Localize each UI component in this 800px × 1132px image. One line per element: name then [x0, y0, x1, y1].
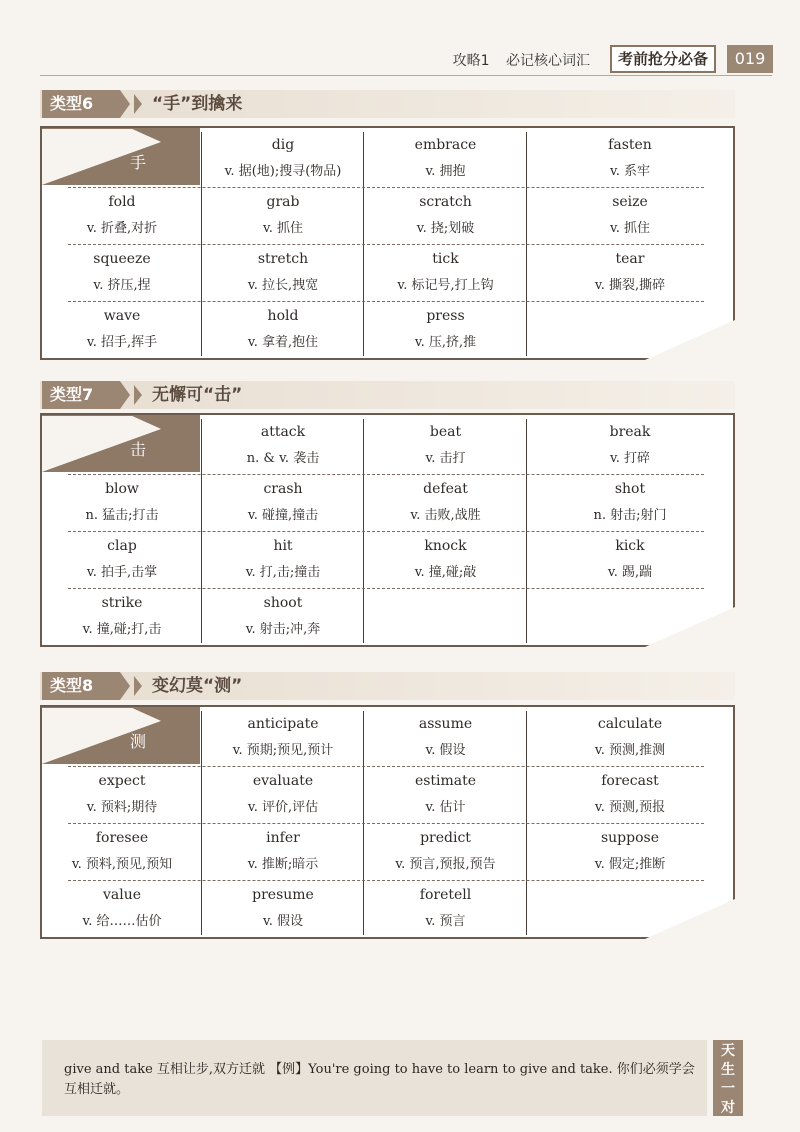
- vocab-meaning: n. 射击;射门: [593, 508, 667, 523]
- vocab-entry: [527, 768, 733, 822]
- vocab-word: tear: [615, 251, 645, 267]
- vocab-word: break: [609, 424, 651, 440]
- vocab-meaning: v. 估计: [425, 800, 466, 815]
- vocab-entry: [364, 419, 527, 473]
- vocab-word: defeat: [423, 481, 468, 497]
- vocab-entry: [202, 132, 364, 186]
- row-divider: [68, 301, 704, 302]
- chevron-right-icon: [134, 385, 142, 405]
- vocab-meaning: v. 拿着,抱住: [247, 335, 319, 350]
- footer-note: [42, 1040, 707, 1116]
- vocab-entry: [364, 246, 527, 300]
- vocab-meaning: v. 给……估价: [82, 914, 162, 929]
- vocab-word: estimate: [414, 773, 477, 789]
- vocab-word: foretell: [419, 887, 472, 903]
- vocab-entry: [364, 132, 527, 186]
- vocab-meaning: v. 挠;划破: [416, 221, 475, 236]
- vocab-entry: [527, 711, 733, 765]
- section-header: [40, 672, 735, 700]
- vocab-word: stretch: [257, 251, 309, 267]
- vocab-entry: [527, 246, 733, 300]
- vocab-entry: [364, 189, 527, 243]
- vocab-word: anticipate: [247, 716, 319, 732]
- vocab-word: grab: [266, 194, 300, 210]
- vocab-meaning: v. 拉长,拽宽: [247, 278, 319, 293]
- vocab-meaning: v. 撕裂,撕碎: [594, 278, 666, 293]
- vocab-meaning: v. 招手,挥手: [86, 335, 158, 350]
- vocab-word: value: [102, 887, 142, 903]
- vocab-entry: [42, 590, 202, 644]
- vocab-word: wave: [103, 308, 141, 324]
- vocab-word: assume: [418, 716, 473, 732]
- header-divider: [40, 75, 772, 76]
- vocab-meaning: v. 抓住: [262, 221, 304, 236]
- vocab-word: clap: [107, 538, 137, 554]
- vocabulary-table: [40, 413, 735, 647]
- vocab-meaning: v. 推断;暗示: [247, 857, 319, 872]
- vocab-meaning: v. 打,击;撞击: [245, 565, 321, 580]
- vocab-word: shot: [614, 481, 646, 497]
- vocab-word: beat: [429, 424, 462, 440]
- row-divider: [68, 766, 704, 767]
- vocabulary-table: [40, 705, 735, 939]
- vocab-word: embrace: [414, 137, 477, 153]
- corner-label: 测: [130, 732, 147, 751]
- row-divider: [68, 880, 704, 881]
- vocab-entry: [42, 825, 202, 879]
- vocab-entry: [527, 533, 733, 587]
- row-divider: [68, 474, 704, 475]
- vocab-word: scratch: [419, 194, 472, 210]
- vocab-entry: [527, 476, 733, 530]
- vocab-entry: [364, 825, 527, 879]
- vocab-entry: [202, 189, 364, 243]
- vocab-word: tick: [432, 251, 459, 267]
- vocab-entry: [364, 711, 527, 765]
- vocab-word: predict: [420, 830, 471, 846]
- section-title: 无懈可“击”: [152, 385, 243, 405]
- vocab-meaning: v. 拍手,击掌: [86, 565, 158, 580]
- corner-banner: [42, 415, 202, 472]
- vocab-entry: [202, 882, 364, 936]
- page-number: 019: [727, 45, 773, 73]
- vocab-entry: [42, 303, 202, 357]
- vocab-entry: [42, 476, 202, 530]
- vocab-entry: [202, 768, 364, 822]
- vocab-meaning: v. 抓住: [609, 221, 651, 236]
- header-tag: 考前抢分必备: [610, 45, 716, 73]
- side-tab: [713, 1040, 743, 1116]
- vocab-word: fasten: [608, 137, 652, 153]
- vocab-meaning: v. 预料,预见,预知: [71, 857, 173, 872]
- vocab-word: squeeze: [93, 251, 151, 267]
- vocab-meaning: v. 踢,踹: [607, 565, 653, 580]
- vocab-word: calculate: [597, 716, 663, 732]
- vocab-entry: [42, 533, 202, 587]
- vocab-word: press: [426, 308, 465, 324]
- vocab-word: presume: [252, 887, 314, 903]
- vocab-word: infer: [266, 830, 300, 846]
- chevron-right-icon: [134, 94, 142, 114]
- vocab-word: suppose: [600, 830, 660, 846]
- vocab-entry: [364, 303, 527, 357]
- header-chapter: 必记核心词汇: [506, 53, 590, 69]
- vocab-meaning: v. 碰撞,撞击: [247, 508, 319, 523]
- vocab-word: fold: [108, 194, 136, 210]
- vocab-word: forecast: [601, 773, 659, 789]
- side-tab-label: 天生一对: [721, 1043, 735, 1116]
- vocab-entry: [527, 825, 733, 879]
- vocab-meaning: v. 评价,评估: [247, 800, 319, 815]
- row-divider: [68, 531, 704, 532]
- header-breadcrumb: [441, 50, 590, 70]
- vocab-entry: [527, 189, 733, 243]
- vocab-word: evaluate: [252, 773, 314, 789]
- table-corner-cut: [645, 899, 735, 939]
- vocab-meaning: v. 预言: [425, 914, 466, 929]
- vocab-meaning: v. 预期;预见,预计: [232, 743, 334, 758]
- section-title: “手”到擒来: [152, 94, 243, 114]
- vocab-entry: [202, 303, 364, 357]
- vocab-entry: [42, 768, 202, 822]
- row-divider: [68, 187, 704, 188]
- vocab-entry: [42, 246, 202, 300]
- vocab-entry: [527, 419, 733, 473]
- vocab-meaning: v. 假定;推断: [594, 857, 666, 872]
- vocab-meaning: v. 假设: [425, 743, 466, 758]
- corner-label: 击: [130, 440, 147, 459]
- vocab-entry: [364, 533, 527, 587]
- row-divider: [68, 244, 704, 245]
- vocab-meaning: v. 系牢: [609, 164, 651, 179]
- vocab-meaning: v. 预料;期待: [86, 800, 158, 815]
- vocab-word: dig: [271, 137, 295, 153]
- row-divider: [68, 823, 704, 824]
- vocab-meaning: v. 击打: [425, 451, 466, 466]
- vocab-meaning: v. 折叠,对折: [86, 221, 158, 236]
- corner-banner: [42, 707, 202, 764]
- vocab-word: expect: [98, 773, 146, 789]
- vocab-entry: [202, 246, 364, 300]
- vocab-entry: [202, 476, 364, 530]
- section-type-label: 类型7: [42, 381, 120, 409]
- vocab-meaning: v. 预测,推测: [594, 743, 666, 758]
- vocab-entry: [42, 882, 202, 936]
- vocab-meaning: v. 射击;冲,奔: [245, 622, 321, 637]
- table-corner-cut: [645, 320, 735, 360]
- vocab-word: kick: [615, 538, 645, 554]
- vocab-entry: [202, 590, 364, 644]
- vocab-word: blow: [105, 481, 139, 497]
- vocab-entry: [527, 132, 733, 186]
- chevron-right-icon: [120, 90, 130, 118]
- vocab-meaning: v. 打碎: [609, 451, 651, 466]
- chevron-right-icon: [120, 672, 130, 700]
- footer-text: give and take 互相让步,双方迁就 【例】You're going to have to learn to give and take. 你们必须学会互相迁就。: [64, 1062, 695, 1097]
- vocab-entry: [364, 882, 527, 936]
- section-title: 变幻莫“测”: [152, 676, 243, 696]
- vocab-entry: [202, 825, 364, 879]
- section-header: [40, 90, 735, 118]
- vocab-entry: [364, 768, 527, 822]
- header-strategy: 攻略1: [452, 53, 490, 69]
- vocab-word: knock: [424, 538, 467, 554]
- vocab-word: attack: [260, 424, 306, 440]
- page-header: [0, 40, 800, 80]
- corner-label: 手: [130, 153, 147, 172]
- vocab-meaning: n. & v. 袭击: [246, 451, 320, 466]
- vocab-word: strike: [101, 595, 143, 611]
- vocab-word: hit: [273, 538, 293, 554]
- vocab-meaning: v. 标记号,打上钩: [397, 278, 494, 293]
- corner-banner: [42, 128, 202, 185]
- vocab-meaning: v. 拥抱: [425, 164, 466, 179]
- section-type-label: 类型6: [42, 90, 120, 118]
- vocab-meaning: n. 猛击;打击: [85, 508, 159, 523]
- vocab-entry: [202, 711, 364, 765]
- section-header: [40, 381, 735, 409]
- chevron-right-icon: [134, 676, 142, 696]
- vocab-word: seize: [612, 194, 648, 210]
- vocab-entry: [42, 189, 202, 243]
- vocabulary-table: [40, 126, 735, 360]
- vocab-meaning: v. 据(地);搜寻(物品): [224, 164, 342, 179]
- vocab-entry: [202, 419, 364, 473]
- vocab-word: hold: [267, 308, 299, 324]
- vocab-meaning: v. 预测,预报: [594, 800, 666, 815]
- table-corner-cut: [645, 607, 735, 647]
- vocab-meaning: v. 挤压,捏: [93, 278, 151, 293]
- chevron-right-icon: [120, 381, 130, 409]
- vocab-meaning: v. 撞,碰;打,击: [82, 622, 162, 637]
- vocab-entry: [364, 476, 527, 530]
- vocab-meaning: v. 撞,碰;敲: [414, 565, 477, 580]
- vocab-meaning: v. 假设: [262, 914, 304, 929]
- vocab-meaning: v. 击败,战胜: [410, 508, 481, 523]
- vocab-meaning: v. 压,挤,推: [414, 335, 477, 350]
- vocab-entry: [202, 533, 364, 587]
- section-type-label: 类型8: [42, 672, 120, 700]
- vocab-word: shoot: [263, 595, 303, 611]
- vocab-word: crash: [263, 481, 303, 497]
- vocab-meaning: v. 预言,预报,预告: [395, 857, 496, 872]
- row-divider: [68, 588, 704, 589]
- vocab-word: foresee: [95, 830, 149, 846]
